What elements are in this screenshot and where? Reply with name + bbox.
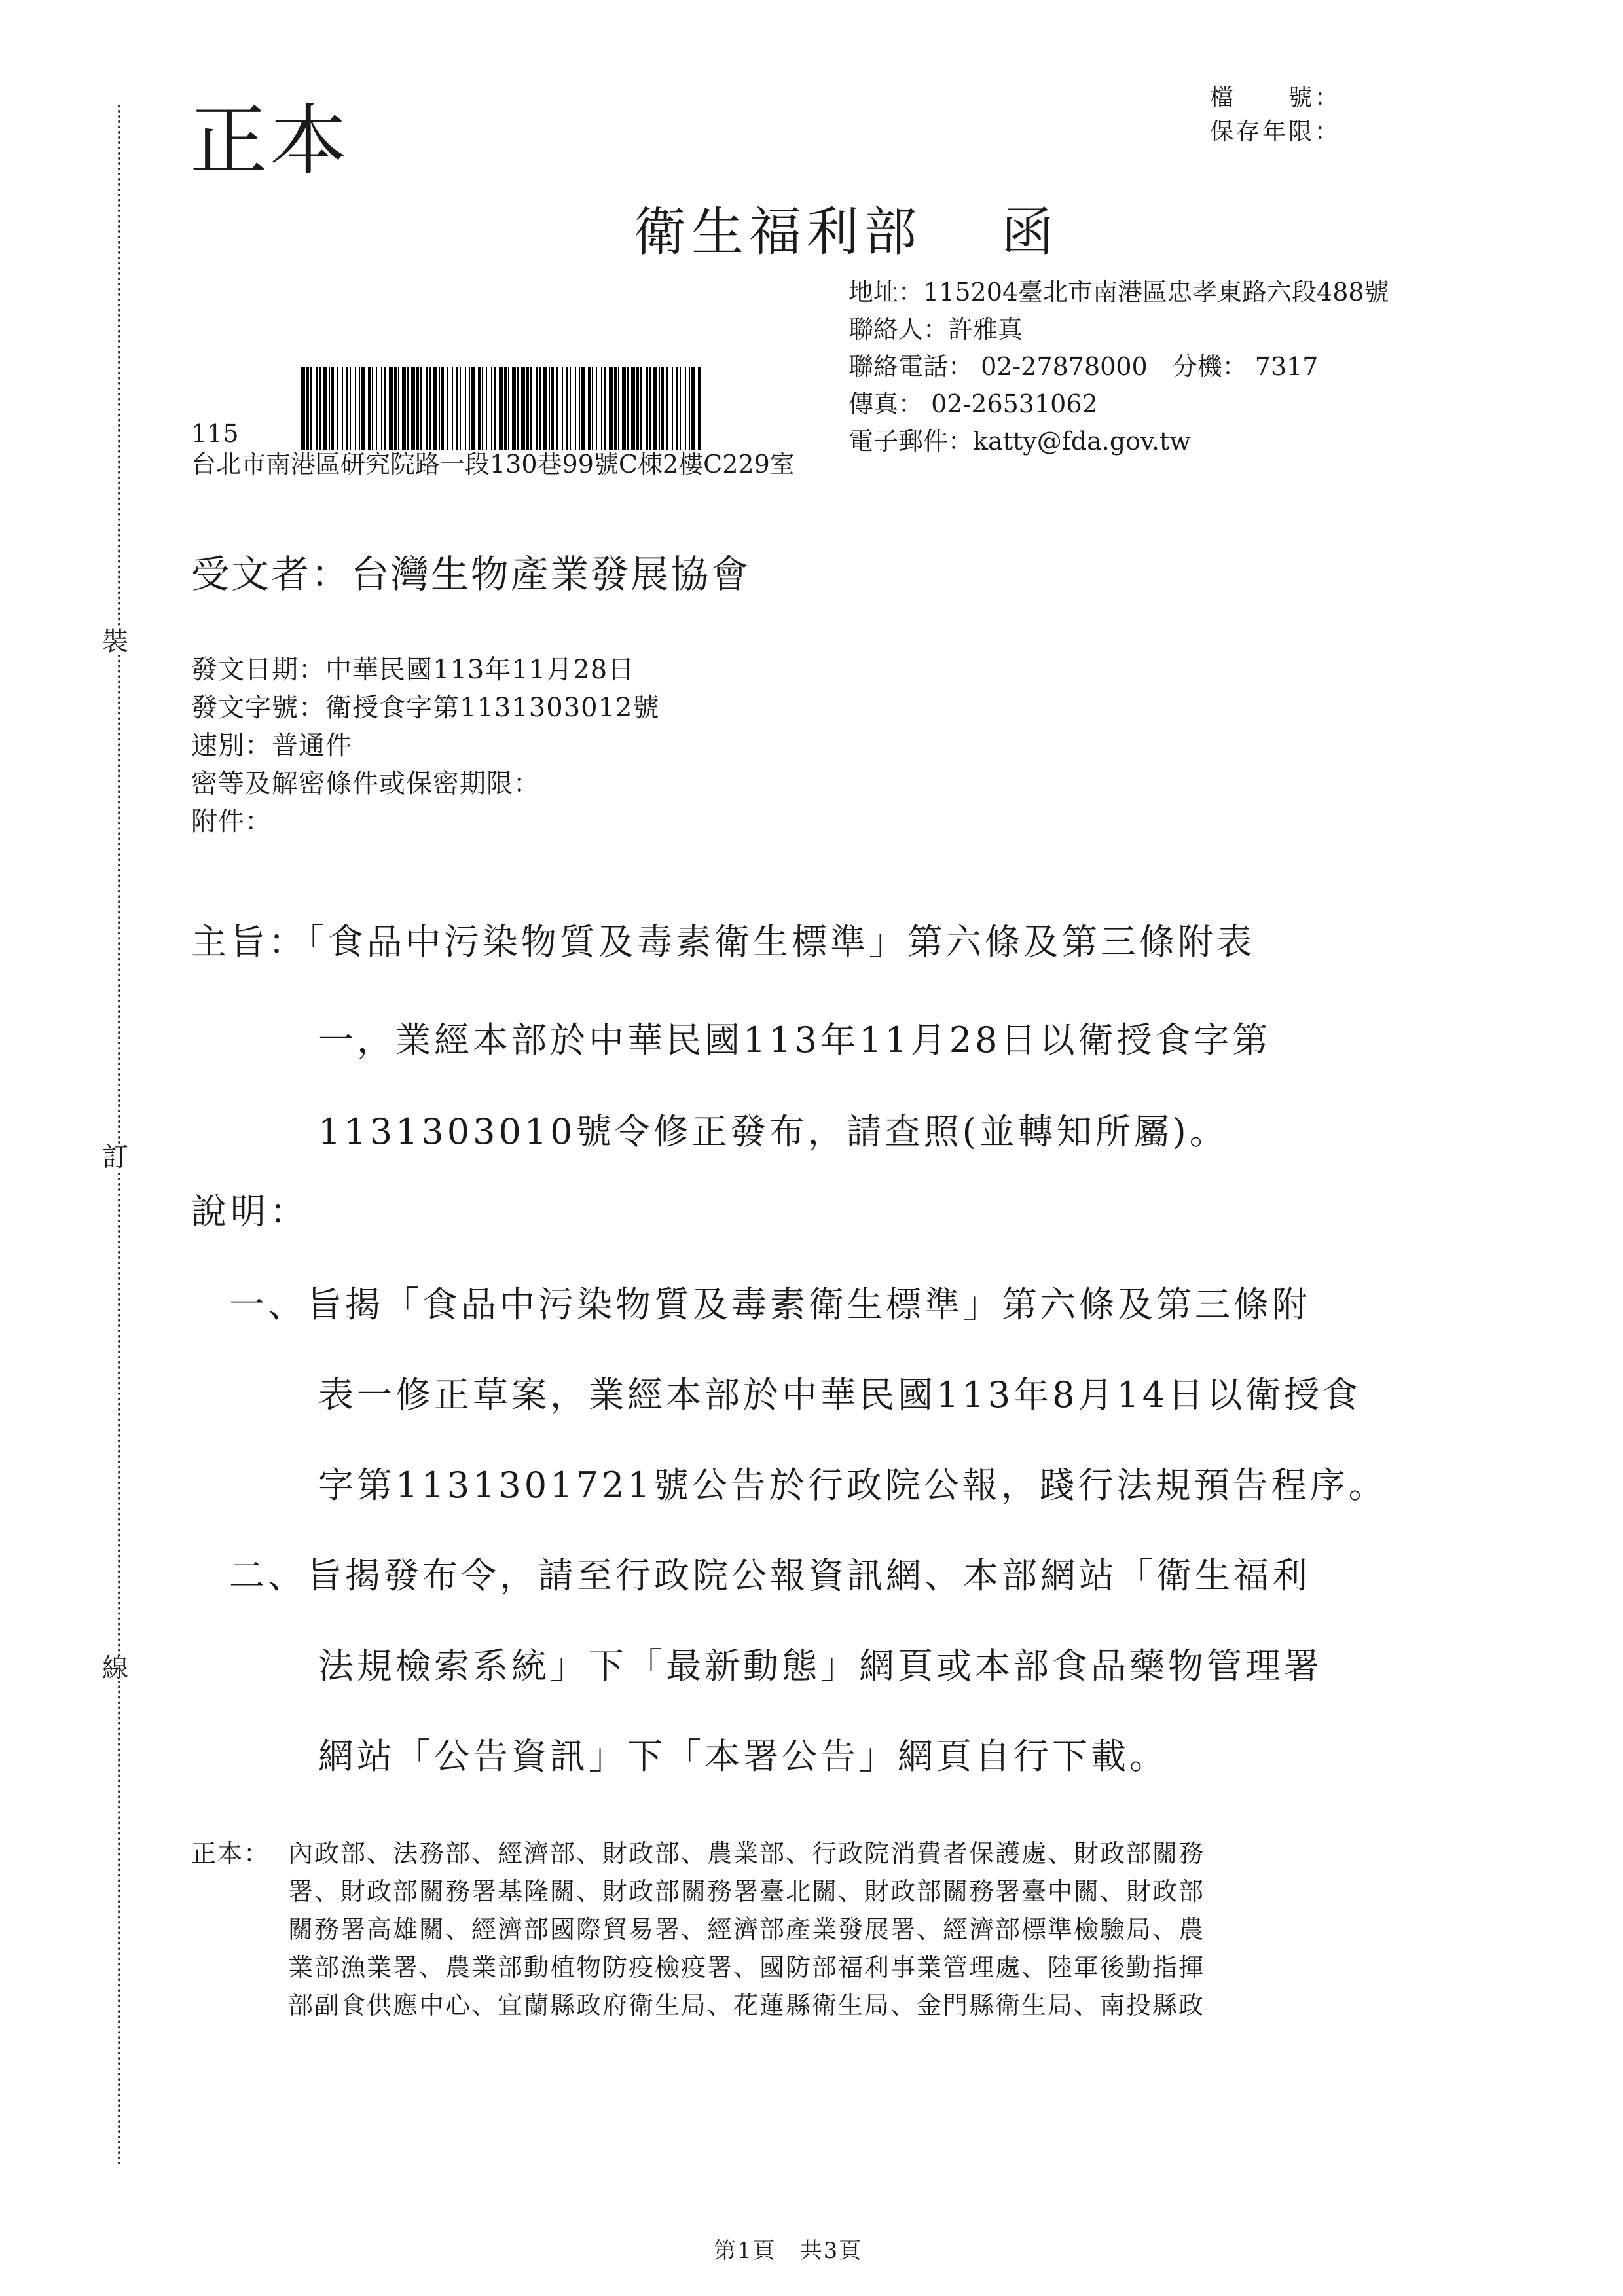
explanation-label: 說明： [191, 1191, 309, 1232]
explanation-item-2-line-2: 法規檢索系統」下「最新動態」網頁或本部食品藥物管理署 [318, 1645, 1322, 1686]
contact-email: 電子郵件：katty@fda.gov.tw [848, 427, 1191, 456]
contact-person: 聯絡人：許雅真 [848, 315, 1023, 344]
page-number: 第1頁 共3頁 [714, 2238, 863, 2264]
sender-address: 地址：115204臺北市南港區忠孝東路六段488號 [848, 278, 1389, 306]
sender-contact-block [848, 274, 1389, 460]
document-title: 衛生福利部 函 [634, 202, 1059, 263]
binding-char-zhuang: 裝 [96, 629, 135, 655]
document-number: 發文字號：衛授食字第1131303012號 [191, 693, 660, 723]
document-meta [191, 651, 660, 841]
cc-line-1: 內政部、法務部、經濟部、財政部、農業部、行政院消費者保護處、財政部關務 [288, 1839, 1205, 1868]
binding-char-ding: 訂 [96, 1144, 135, 1171]
archive-number-label: 檔 號： [1210, 84, 1341, 111]
explanation-item-1-line-1: 一、旨揭「食品中污染物質及毒素衛生標準」第六條及第三條附 [229, 1284, 1311, 1325]
binding-char-xian: 線 [96, 1655, 135, 1681]
secrecy-level: 密等及解密條件或保密期限： [191, 769, 540, 799]
delivery-speed: 速別：普通件 [191, 731, 352, 761]
binding-margin-line [118, 105, 120, 2167]
attachment-label: 附件： [191, 807, 272, 837]
retention-period-label: 保存年限： [1210, 118, 1341, 145]
explanation-item-2-line-1: 二、旨揭發布令，請至行政院公報資訊網、本部網站「衛生福利 [229, 1555, 1311, 1596]
recipient: 受文者：台灣生物產業發展協會 [191, 552, 751, 596]
cc-line-2: 署、財政部關務署基隆關、財政部關務署臺北關、財政部關務署臺中關、財政部 [288, 1877, 1205, 1906]
explanation-item-1-line-3: 字第1131301721號公告於行政院公報，踐行法規預告程序。 [318, 1465, 1387, 1506]
subject-line-2: 一，業經本部於中華民國113年11月28日以衛授食字第 [318, 1019, 1271, 1061]
cc-line-3: 關務署高雄關、經濟部國際貿易署、經濟部產業發展署、經濟部標準檢驗局、農 [288, 1915, 1205, 1944]
cc-label: 正本： [191, 1839, 270, 1868]
subject-line-1: 主旨：「食品中污染物質及毒素衛生標準」第六條及第三條附表 [191, 921, 1255, 962]
cc-line-4: 業部漁業署、農業部動植物防疫檢疫署、國防部福利事業管理處、陸軍後勤指揮 [288, 1953, 1205, 1982]
explanation-item-1-line-2: 表一修正草案，業經本部於中華民國113年8月14日以衛授食 [318, 1374, 1362, 1415]
file-meta [1210, 81, 1341, 149]
contact-phone: 聯絡電話： 02-27878000 分機： 7317 [848, 352, 1319, 381]
cc-line-5: 部副食供應中心、宜蘭縣政府衛生局、花蓮縣衛生局、金門縣衛生局、南投縣政 [288, 1991, 1205, 2020]
explanation-item-2-line-3: 網站「公告資訊」下「本署公告」網頁自行下載。 [318, 1736, 1168, 1777]
subject-line-3: 1131303010號令修正發布，請查照(並轉知所屬)。 [318, 1111, 1228, 1152]
contact-fax: 傳真： 02-26531062 [848, 390, 1098, 418]
recipient-zip-code: 115 [191, 419, 239, 448]
barcode-image [301, 367, 702, 450]
original-copy-stamp: 正本 [190, 96, 350, 186]
issue-date: 發文日期：中華民國113年11月28日 [191, 655, 635, 685]
recipient-mailing-address: 台北市南港區研究院路一段130巷99號C棟2樓C229室 [191, 450, 795, 479]
